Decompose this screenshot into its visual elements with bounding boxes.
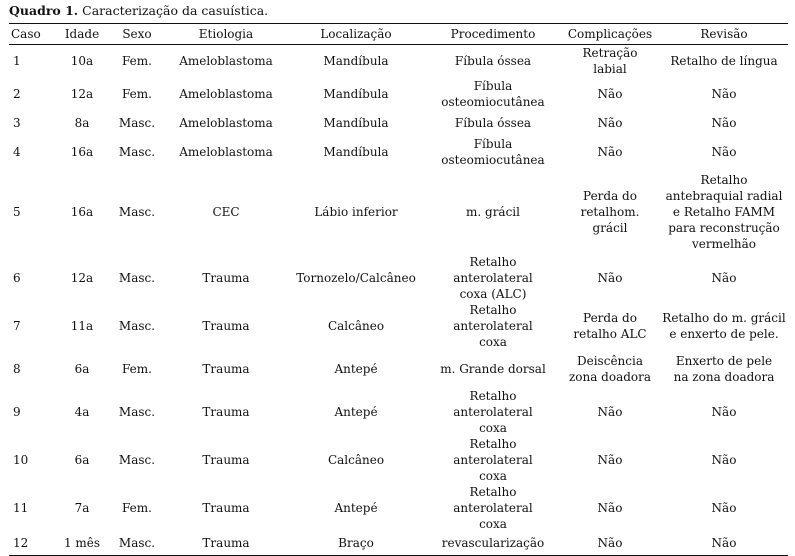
table-row xyxy=(9,350,788,388)
table-cell: Fíbula óssea xyxy=(454,54,532,68)
table-cell: 6a xyxy=(74,453,90,467)
table-cell: Fem. xyxy=(122,501,152,515)
table-cell: revascularização xyxy=(426,532,560,555)
caption-text: Caracterização da casuística. xyxy=(82,3,269,18)
table-cell: Retalho anterolateral coxa xyxy=(453,303,533,349)
table-cell: Enxerto de pele na zona doadora xyxy=(673,354,775,384)
table-cell: Não xyxy=(597,405,623,419)
table-cell: Calcâneo xyxy=(327,319,385,333)
table-cell: 1 mês xyxy=(56,532,108,555)
table-cell: Fem. xyxy=(122,362,152,376)
table-cell: 7a xyxy=(74,501,90,515)
table-cell: Retalho de língua xyxy=(670,54,778,68)
table-cell: 12a xyxy=(70,271,94,285)
table-cell: Não xyxy=(597,453,623,467)
column-header: Etiologia xyxy=(166,24,286,45)
column-header: Idade xyxy=(56,24,108,45)
table-cell: 4 xyxy=(13,144,21,159)
table-cell: Não xyxy=(597,115,623,130)
table-cell: Masc. xyxy=(118,405,156,419)
table-cell: Não xyxy=(711,87,737,101)
table-cell: Retalho antebraquial radial e Retalho FAMM para reconstrução vermelhão xyxy=(665,172,783,251)
table-cell: Trauma xyxy=(202,501,250,515)
table-cell: Trauma xyxy=(166,532,286,555)
table-cell: CEC xyxy=(212,204,240,219)
table-cell: Retalho anterolateral coxa xyxy=(453,485,533,531)
table-cell: 10a xyxy=(70,54,94,68)
table-cell: Antepé xyxy=(334,405,378,419)
table-cell: 16a xyxy=(70,204,94,219)
table-cell: Fem. xyxy=(122,87,152,101)
table-cell: Antepé xyxy=(334,501,378,515)
table-cell: Não xyxy=(711,501,737,515)
table-cell: Ameloblastoma xyxy=(179,144,273,159)
table-cell: Antepé xyxy=(334,362,378,376)
table-row xyxy=(9,388,788,436)
table-cell: Não xyxy=(560,532,660,555)
table-cell: Retalho anterolateral coxa xyxy=(453,437,533,483)
table-cell: Braço xyxy=(286,532,426,555)
table-cell: 5 xyxy=(13,204,21,219)
table-cell: Masc. xyxy=(118,204,156,219)
table-cell: Não xyxy=(711,144,737,159)
table-cell: Perda do retalhom. grácil xyxy=(580,188,640,235)
table-cell: 9 xyxy=(13,405,21,419)
table-cell: Fíbula osteomiocutânea xyxy=(441,136,545,167)
table-cell: 12a xyxy=(70,87,94,101)
table-cell: Masc. xyxy=(118,319,156,333)
table-cell: 8a xyxy=(74,115,90,130)
table-cell: 4a xyxy=(74,405,90,419)
table-cell: Fem. xyxy=(122,54,152,68)
table-cell: Masc. xyxy=(118,144,156,159)
table-cell: 8 xyxy=(13,362,21,376)
table-row xyxy=(9,45,788,78)
table-cell: Retalho do m. grácil e enxerto de pele. xyxy=(662,311,786,341)
table-cell: Trauma xyxy=(202,362,250,376)
table-cell: Não xyxy=(597,501,623,515)
table-cell: 6 xyxy=(13,271,21,285)
column-header: Localização xyxy=(286,24,426,45)
table-cell: Não xyxy=(597,271,623,285)
table-cell: Retalho anterolateral coxa xyxy=(453,389,533,435)
table-cell: Mandíbula xyxy=(323,144,389,159)
column-header: Procedimento xyxy=(426,24,560,45)
table-cell: Mandíbula xyxy=(323,115,389,130)
table-cell: Trauma xyxy=(202,271,250,285)
table-cell: Retalho anterolateral coxa (ALC) xyxy=(453,255,533,301)
table-cell: 11 xyxy=(13,501,29,515)
table-row xyxy=(9,169,788,254)
table-cell: 2 xyxy=(13,87,21,101)
table-cell: Trauma xyxy=(202,319,250,333)
table-row xyxy=(9,77,788,111)
table-row xyxy=(9,484,788,532)
table-cell: Mandíbula xyxy=(323,87,389,101)
table-cell: Lábio inferior xyxy=(314,204,398,219)
table-row xyxy=(9,436,788,484)
table-cell: Não xyxy=(711,405,737,419)
table-cell: Trauma xyxy=(202,453,250,467)
table-caption xyxy=(9,3,268,19)
table-cell: Não xyxy=(660,532,788,555)
table-cell: Calcâneo xyxy=(327,453,385,467)
table-cell: Trauma xyxy=(202,405,250,419)
table-row xyxy=(9,134,788,169)
table-cell: Masc. xyxy=(108,532,166,555)
table-row xyxy=(9,532,788,555)
table-row xyxy=(9,254,788,302)
table-cell: Perda do retalho ALC xyxy=(573,311,647,341)
column-header: Caso xyxy=(9,24,56,45)
column-header: Sexo xyxy=(108,24,166,45)
table-cell: Não xyxy=(597,87,623,101)
table-cell: Não xyxy=(711,115,737,130)
table-cell: Mandíbula xyxy=(323,54,389,68)
table-cell: 1 xyxy=(13,54,21,68)
casuistica-table xyxy=(9,23,788,556)
table-cell: Masc. xyxy=(118,115,156,130)
caption-label: Quadro 1. xyxy=(9,3,79,18)
table-cell: m. Grande dorsal xyxy=(440,362,546,376)
table-cell: Fíbula osteomiocutânea xyxy=(441,79,545,109)
table-cell: 10 xyxy=(13,453,29,467)
table-cell: 11a xyxy=(70,319,94,333)
table-cell: Ameloblastoma xyxy=(179,115,273,130)
table-cell: Ameloblastoma xyxy=(179,54,273,68)
table-cell: 7 xyxy=(13,319,21,333)
table-cell: Não xyxy=(711,271,737,285)
table-cell: Ameloblastoma xyxy=(179,87,273,101)
table-cell: Não xyxy=(711,453,737,467)
table-body xyxy=(9,45,788,556)
table-cell: Masc. xyxy=(118,453,156,467)
table-cell: Não xyxy=(597,144,623,159)
table-cell: Fíbula óssea xyxy=(454,115,532,130)
table-cell: Retração labial xyxy=(582,46,638,76)
table-cell: Deiscência zona doadora xyxy=(568,354,652,384)
table-cell: 12 xyxy=(9,532,56,555)
header-row xyxy=(9,24,788,45)
table-cell: m. grácil xyxy=(466,204,520,219)
table-cell: 16a xyxy=(70,144,94,159)
table-cell: 3 xyxy=(13,115,21,130)
table-row xyxy=(9,111,788,134)
table-cell: 6a xyxy=(74,362,90,376)
table-cell: Tornozelo/Calcâneo xyxy=(296,271,416,285)
table-cell: Masc. xyxy=(118,271,156,285)
table-row xyxy=(9,302,788,350)
column-header: Revisão xyxy=(660,24,788,45)
column-header: Complicações xyxy=(560,24,660,45)
